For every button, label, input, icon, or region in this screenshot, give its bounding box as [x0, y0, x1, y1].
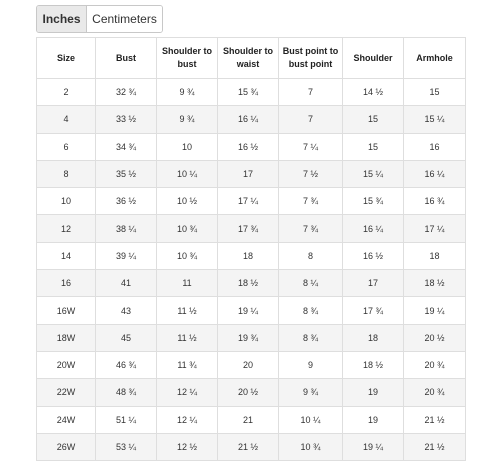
measurement-cell: 35 ½ [96, 160, 157, 187]
measurement-cell: 16 ¾ [404, 188, 466, 215]
measurement-cell: 21 ½ [218, 433, 279, 460]
size-cell: 10 [37, 188, 96, 215]
measurement-cell: 7 [279, 106, 343, 133]
size-cell: 26W [37, 433, 96, 460]
measurement-cell: 34 ¾ [96, 133, 157, 160]
measurement-cell: 18 ½ [218, 270, 279, 297]
measurement-cell: 10 ¼ [157, 160, 218, 187]
measurement-cell: 11 [157, 270, 218, 297]
measurement-cell: 20 ¾ [404, 379, 466, 406]
measurement-cell: 17 ¼ [404, 215, 466, 242]
table-row [37, 379, 466, 406]
measurement-cell: 7 ¼ [279, 133, 343, 160]
size-cell: 8 [37, 160, 96, 187]
measurement-cell: 17 ¼ [218, 188, 279, 215]
measurement-cell: 17 ¾ [343, 297, 404, 324]
measurement-cell: 17 ¾ [218, 215, 279, 242]
size-chart-table [36, 37, 466, 461]
measurement-cell: 33 ½ [96, 106, 157, 133]
measurement-cell: 19 [343, 379, 404, 406]
column-header-size: Size [37, 38, 96, 79]
measurement-cell: 15 ¼ [404, 106, 466, 133]
measurement-cell: 15 [343, 133, 404, 160]
measurement-cell: 15 ¾ [343, 188, 404, 215]
table-row [37, 133, 466, 160]
size-cell: 14 [37, 242, 96, 269]
measurement-cell: 9 ¾ [157, 106, 218, 133]
measurement-cell: 10 ¾ [279, 433, 343, 460]
measurement-cell: 43 [96, 297, 157, 324]
measurement-cell: 15 [343, 106, 404, 133]
measurement-cell: 21 [218, 406, 279, 433]
measurement-cell: 16 ½ [218, 133, 279, 160]
measurement-cell: 9 ¾ [157, 79, 218, 106]
measurement-cell: 10 ¼ [279, 406, 343, 433]
column-header-shoulder-to-bust: Shoulder to bust [157, 38, 218, 79]
table-row [37, 406, 466, 433]
measurement-cell: 10 ¾ [157, 215, 218, 242]
measurement-cell: 16 ¼ [218, 106, 279, 133]
measurement-cell: 19 ¼ [404, 297, 466, 324]
table-row [37, 215, 466, 242]
measurement-cell: 9 ¾ [279, 379, 343, 406]
measurement-cell: 19 ¼ [218, 297, 279, 324]
measurement-cell: 41 [96, 270, 157, 297]
table-row [37, 106, 466, 133]
measurement-cell: 39 ¼ [96, 242, 157, 269]
measurement-cell: 16 ¼ [343, 215, 404, 242]
measurement-cell: 21 ½ [404, 406, 466, 433]
size-cell: 6 [37, 133, 96, 160]
table-row [37, 160, 466, 187]
table-row [37, 324, 466, 351]
measurement-cell: 15 ¾ [218, 79, 279, 106]
column-header-shoulder-to-waist: Shoulder to waist [218, 38, 279, 79]
measurement-cell: 45 [96, 324, 157, 351]
column-header-shoulder: Shoulder [343, 38, 404, 79]
table-row [37, 270, 466, 297]
measurement-cell: 20 ¾ [404, 351, 466, 378]
measurement-cell: 18 [218, 242, 279, 269]
measurement-cell: 16 [404, 133, 466, 160]
measurement-cell: 51 ¼ [96, 406, 157, 433]
size-cell: 16W [37, 297, 96, 324]
measurement-cell: 20 [218, 351, 279, 378]
measurement-cell: 7 ¾ [279, 188, 343, 215]
measurement-cell: 18 ½ [404, 270, 466, 297]
column-header-bust-point: Bust point to bust point [279, 38, 343, 79]
measurement-cell: 20 ½ [404, 324, 466, 351]
table-row [37, 297, 466, 324]
measurement-cell: 32 ¾ [96, 79, 157, 106]
measurement-cell: 11 ½ [157, 297, 218, 324]
measurement-cell: 11 ½ [157, 324, 218, 351]
size-cell: 18W [37, 324, 96, 351]
measurement-cell: 8 [279, 242, 343, 269]
measurement-cell: 9 [279, 351, 343, 378]
measurement-cell: 14 ½ [343, 79, 404, 106]
measurement-cell: 38 ¼ [96, 215, 157, 242]
measurement-cell: 8 ¾ [279, 297, 343, 324]
measurement-cell: 7 [279, 79, 343, 106]
table-row [37, 351, 466, 378]
measurement-cell: 19 ¼ [343, 433, 404, 460]
measurement-cell: 17 [343, 270, 404, 297]
measurement-cell: 53 ¼ [96, 433, 157, 460]
size-cell: 24W [37, 406, 96, 433]
column-header-bust: Bust [96, 38, 157, 79]
measurement-cell: 36 ½ [96, 188, 157, 215]
tab-inches[interactable]: Inches [37, 6, 87, 32]
measurement-cell: 21 ½ [404, 433, 466, 460]
measurement-cell: 12 ½ [157, 433, 218, 460]
column-header-armhole: Armhole [404, 38, 466, 79]
measurement-cell: 10 ½ [157, 188, 218, 215]
size-cell: 22W [37, 379, 96, 406]
table-row [37, 188, 466, 215]
table-header-row [37, 38, 466, 79]
table-body [37, 79, 466, 461]
tab-centimeters[interactable]: Centimeters [87, 6, 162, 32]
measurement-cell: 19 ¾ [218, 324, 279, 351]
size-cell: 20W [37, 351, 96, 378]
size-cell: 2 [37, 79, 96, 106]
measurement-cell: 8 ¾ [279, 324, 343, 351]
measurement-cell: 17 [218, 160, 279, 187]
measurement-cell: 16 ¼ [404, 160, 466, 187]
unit-toggle [36, 5, 163, 33]
size-cell: 16 [37, 270, 96, 297]
measurement-cell: 18 [343, 324, 404, 351]
measurement-cell: 48 ¾ [96, 379, 157, 406]
size-cell: 4 [37, 106, 96, 133]
measurement-cell: 46 ¾ [96, 351, 157, 378]
measurement-cell: 20 ½ [218, 379, 279, 406]
measurement-cell: 16 ½ [343, 242, 404, 269]
measurement-cell: 12 ¼ [157, 379, 218, 406]
measurement-cell: 15 ¼ [343, 160, 404, 187]
measurement-cell: 19 [343, 406, 404, 433]
table-row [37, 79, 466, 106]
table-row [37, 433, 466, 460]
measurement-cell: 10 ¾ [157, 242, 218, 269]
size-cell: 12 [37, 215, 96, 242]
measurement-cell: 18 ½ [343, 351, 404, 378]
measurement-cell: 15 [404, 79, 466, 106]
measurement-cell: 10 [157, 133, 218, 160]
measurement-cell: 12 ¼ [157, 406, 218, 433]
measurement-cell: 11 ¾ [157, 351, 218, 378]
measurement-cell: 8 ¼ [279, 270, 343, 297]
measurement-cell: 7 ½ [279, 160, 343, 187]
measurement-cell: 7 ¾ [279, 215, 343, 242]
table-row [37, 242, 466, 269]
measurement-cell: 18 [404, 242, 466, 269]
